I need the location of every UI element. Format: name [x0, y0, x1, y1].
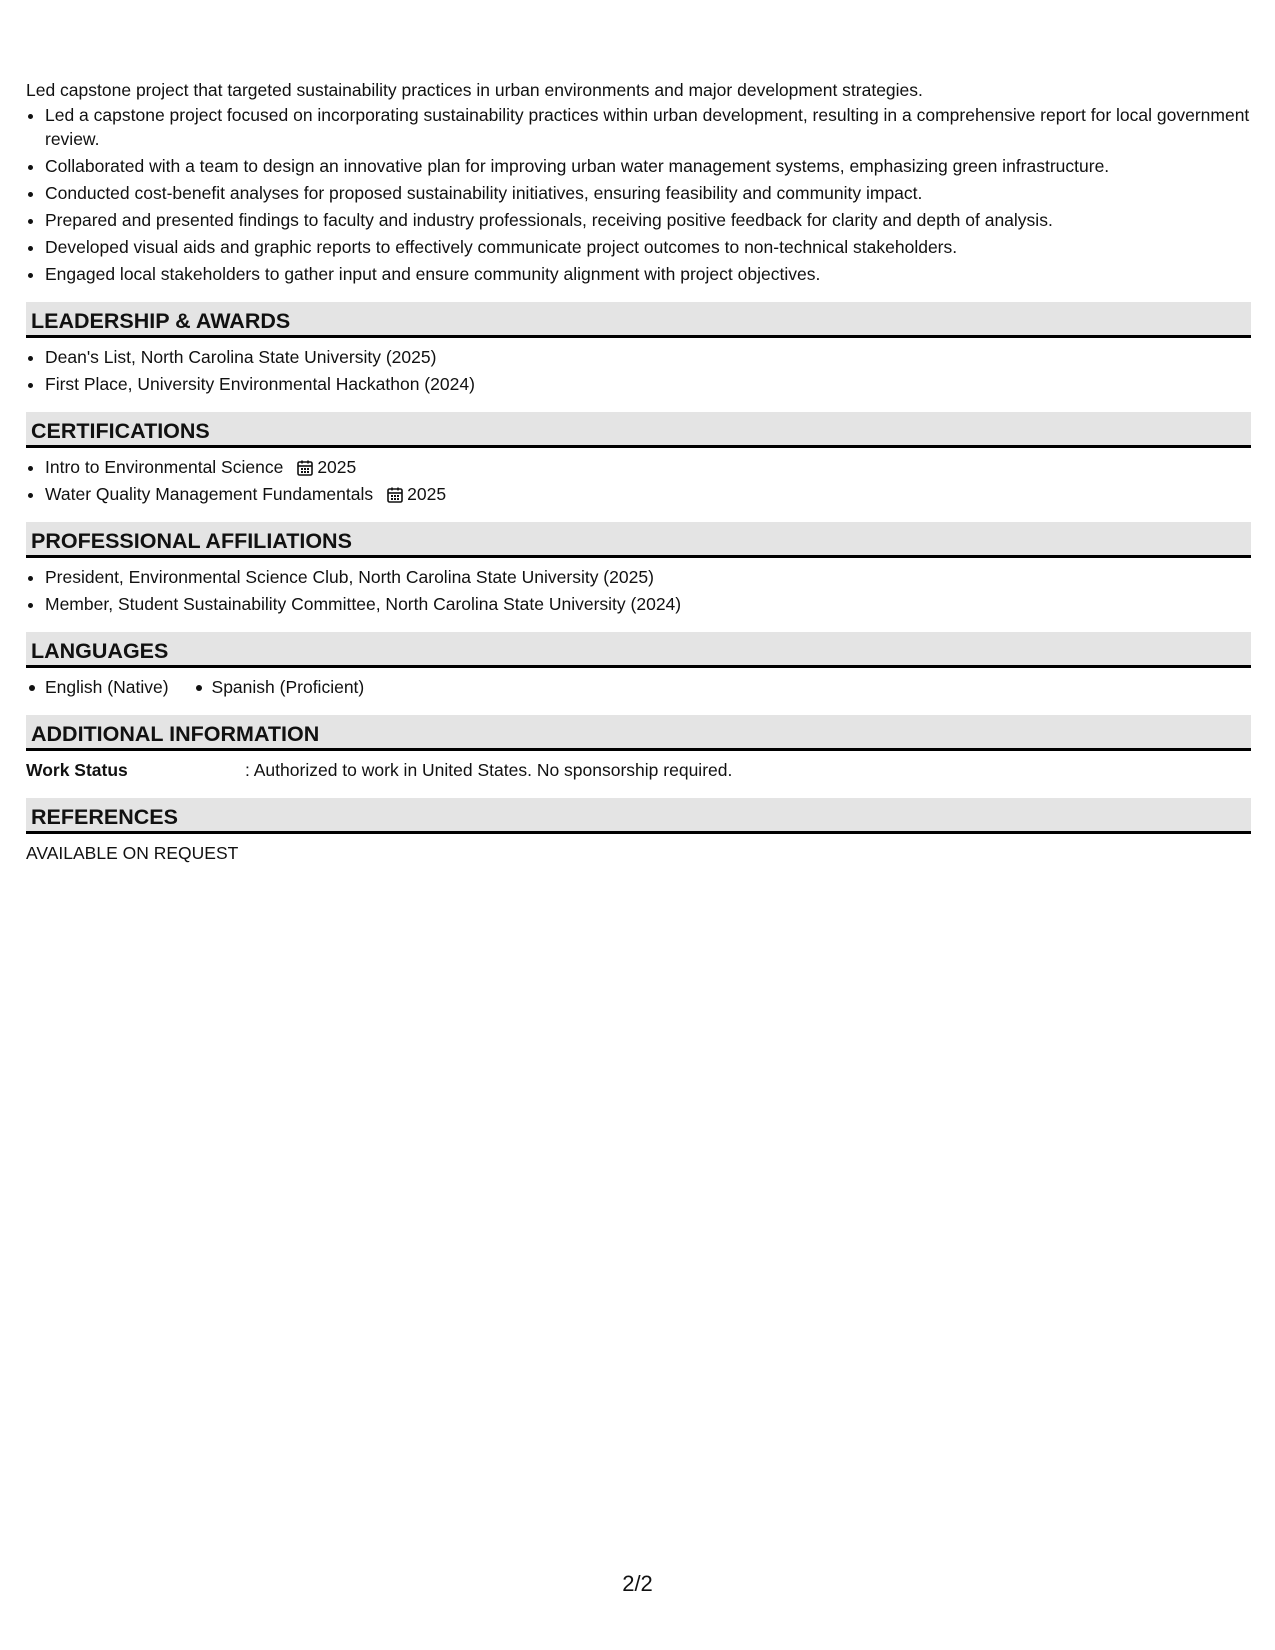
list-item: • Developed visual aids and graphic reports to effectively communicate project outcomes to non-technical stakeholders. — [45, 235, 1251, 259]
work-status-value: : Authorized to work in United States. No sponsorship required. — [245, 760, 733, 780]
affiliations-list — [26, 565, 1251, 616]
references-text: AVAILABLE ON REQUEST — [26, 843, 239, 863]
certifications-section — [26, 412, 1251, 506]
references-section — [26, 798, 1251, 865]
leadership-list — [26, 345, 1251, 396]
section-heading: PROFESSIONAL AFFILIATIONS — [26, 522, 1251, 558]
certification-name: Intro to Environmental Science — [45, 457, 284, 477]
certification-year: 2025 — [407, 484, 447, 504]
list-item: • Engaged local stakeholders to gather input and ensure community alignment with project objectives. — [45, 262, 1251, 286]
list-item: • Conducted cost-benefit analyses for proposed sustainability initiatives, ensuring feasibility and community impact. — [45, 181, 1251, 205]
calendar-icon — [386, 486, 404, 504]
list-item: • Member, Student Sustainability Committee, North Carolina State University (2024) — [45, 592, 1251, 616]
list-item — [45, 482, 1251, 506]
page-number: 2/2 — [622, 1571, 653, 1596]
certification-year: 2025 — [317, 457, 357, 477]
list-item: • Dean's List, North Carolina State University (2025) — [45, 345, 1251, 369]
affiliations-section — [26, 522, 1251, 616]
list-item — [45, 455, 1251, 479]
certification-name: Water Quality Management Fundamentals — [45, 484, 374, 504]
project-bullet-list — [26, 103, 1251, 286]
additional-info-section — [26, 715, 1251, 782]
leadership-section — [26, 302, 1251, 396]
calendar-icon — [296, 459, 314, 477]
list-item: • First Place, University Environmental Hackathon (2024) — [45, 372, 1251, 396]
resume-page-2 — [26, 78, 1251, 865]
languages-section — [26, 632, 1251, 699]
project-intro: Led capstone project that targeted sustainability practices in urban environments and major development strategies. — [26, 80, 923, 100]
list-item: • Collaborated with a team to design an innovative plan for improving urban water management systems, emphasizing green infrastructure. — [45, 154, 1251, 178]
section-heading: ADDITIONAL INFORMATION — [26, 715, 1251, 751]
list-item: • President, Environmental Science Club, North Carolina State University (2025) — [45, 565, 1251, 589]
work-status-label: Work Status — [26, 760, 128, 780]
section-heading: LEADERSHIP & AWARDS — [26, 302, 1251, 338]
list-item: Spanish (Proficient) — [193, 675, 365, 699]
list-item: English (Native) — [26, 675, 169, 699]
list-item: • Led a capstone project focused on incorporating sustainability practices within urban development, resulting in a comprehensive report for local government review. — [45, 103, 1251, 151]
list-item: • Prepared and presented findings to faculty and industry professionals, receiving positive feedback for clarity and depth of analysis. — [45, 208, 1251, 232]
section-heading: CERTIFICATIONS — [26, 412, 1251, 448]
section-heading: LANGUAGES — [26, 632, 1251, 668]
section-heading: REFERENCES — [26, 798, 1251, 834]
work-status-row — [26, 758, 1251, 782]
certifications-list — [26, 455, 1251, 506]
languages-list — [26, 675, 1251, 699]
